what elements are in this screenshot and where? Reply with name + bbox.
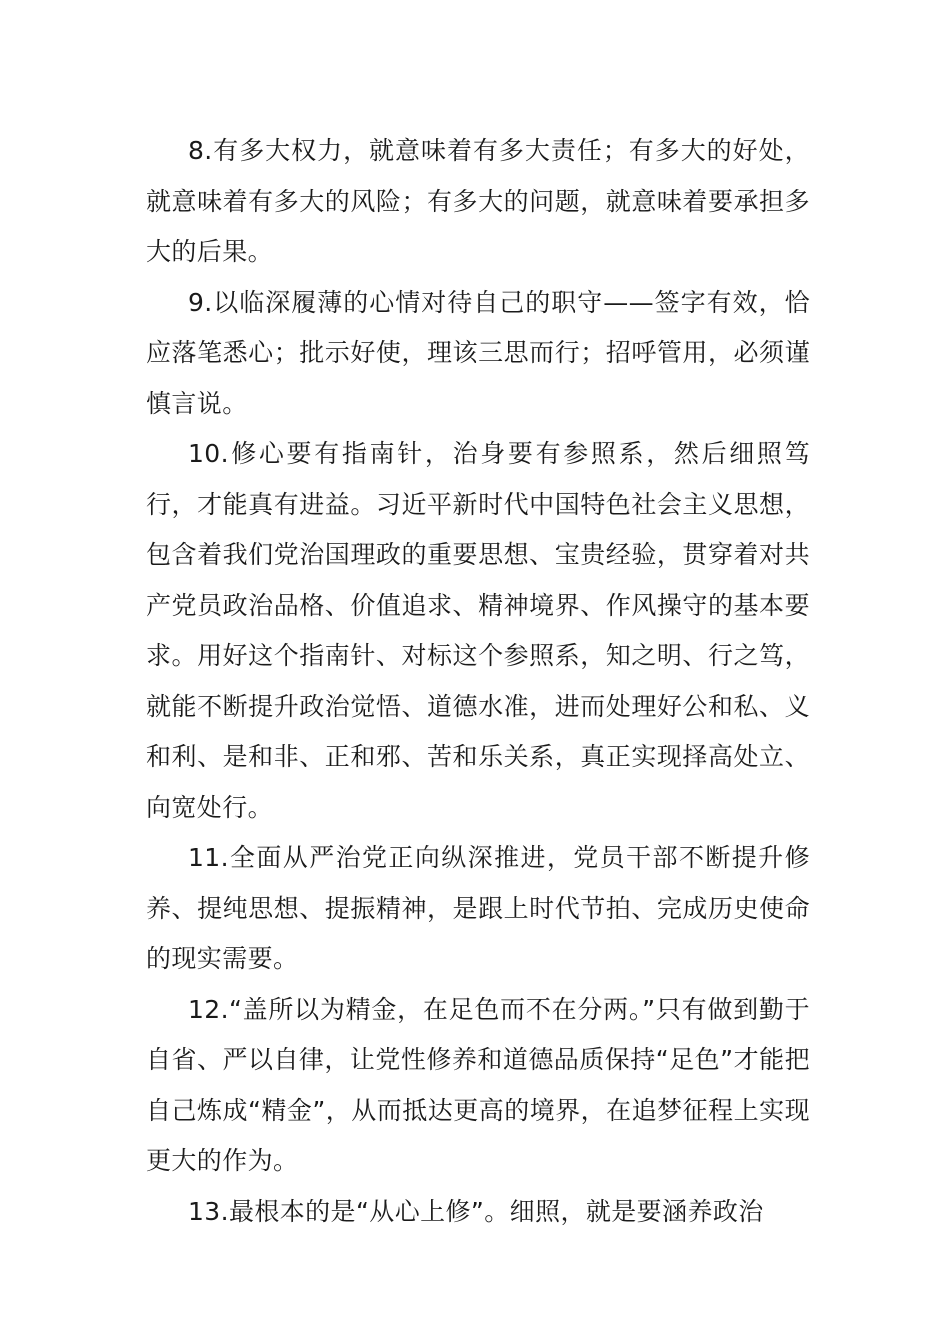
- paragraph-9: 9.以临深履薄的心情对待自己的职守——签字有效，恰应落笔悉心；批示好使，理该三思而行；招呼管用，必须谨慎言说。: [146, 287, 810, 418]
- paragraph-12: 12.“盖所以为精金，在足色而不在分两。”只有做到勤于自省、严以自律，让党性修养和道德品质保持“足色”才能把自己炼成“精金”，从而抵达更高的境界，在追梦征程上实现更大的作为。: [146, 994, 810, 1175]
- paragraph-13: 13.最根本的是“从心上修”。细照，就是要涵养政治: [188, 1196, 764, 1226]
- paragraph-10: 10.修心要有指南针，治身要有参照系，然后细照笃行，才能真有进益。习近平新时代中国特色社会主义思想，包含着我们党治国理政的重要思想、宝贵经验，贯穿着对共产党员政治品格、价值追求、精神境界、作风操守的基本要求。用好这个指南针、对标这个参照系，知之明、行之笃，就能不断提升政治觉悟、道德水准，进而处理好公和私、义和利、是和非、正和邪、苦和乐关系，真正实现择高处立、向宽处行。: [146, 439, 810, 822]
- paragraph-8: 8.有多大权力，就意味着有多大责任；有多大的好处，就意味着有多大的风险；有多大的问题，就意味着要承担多大的后果。: [146, 136, 810, 266]
- document-body: [146, 126, 810, 1237]
- paragraph-11: 11.全面从严治党正向纵深推进，党员干部不断提升修养、提纯思想、提振精神，是跟上时代节拍、完成历史使命的现实需要。: [146, 843, 810, 973]
